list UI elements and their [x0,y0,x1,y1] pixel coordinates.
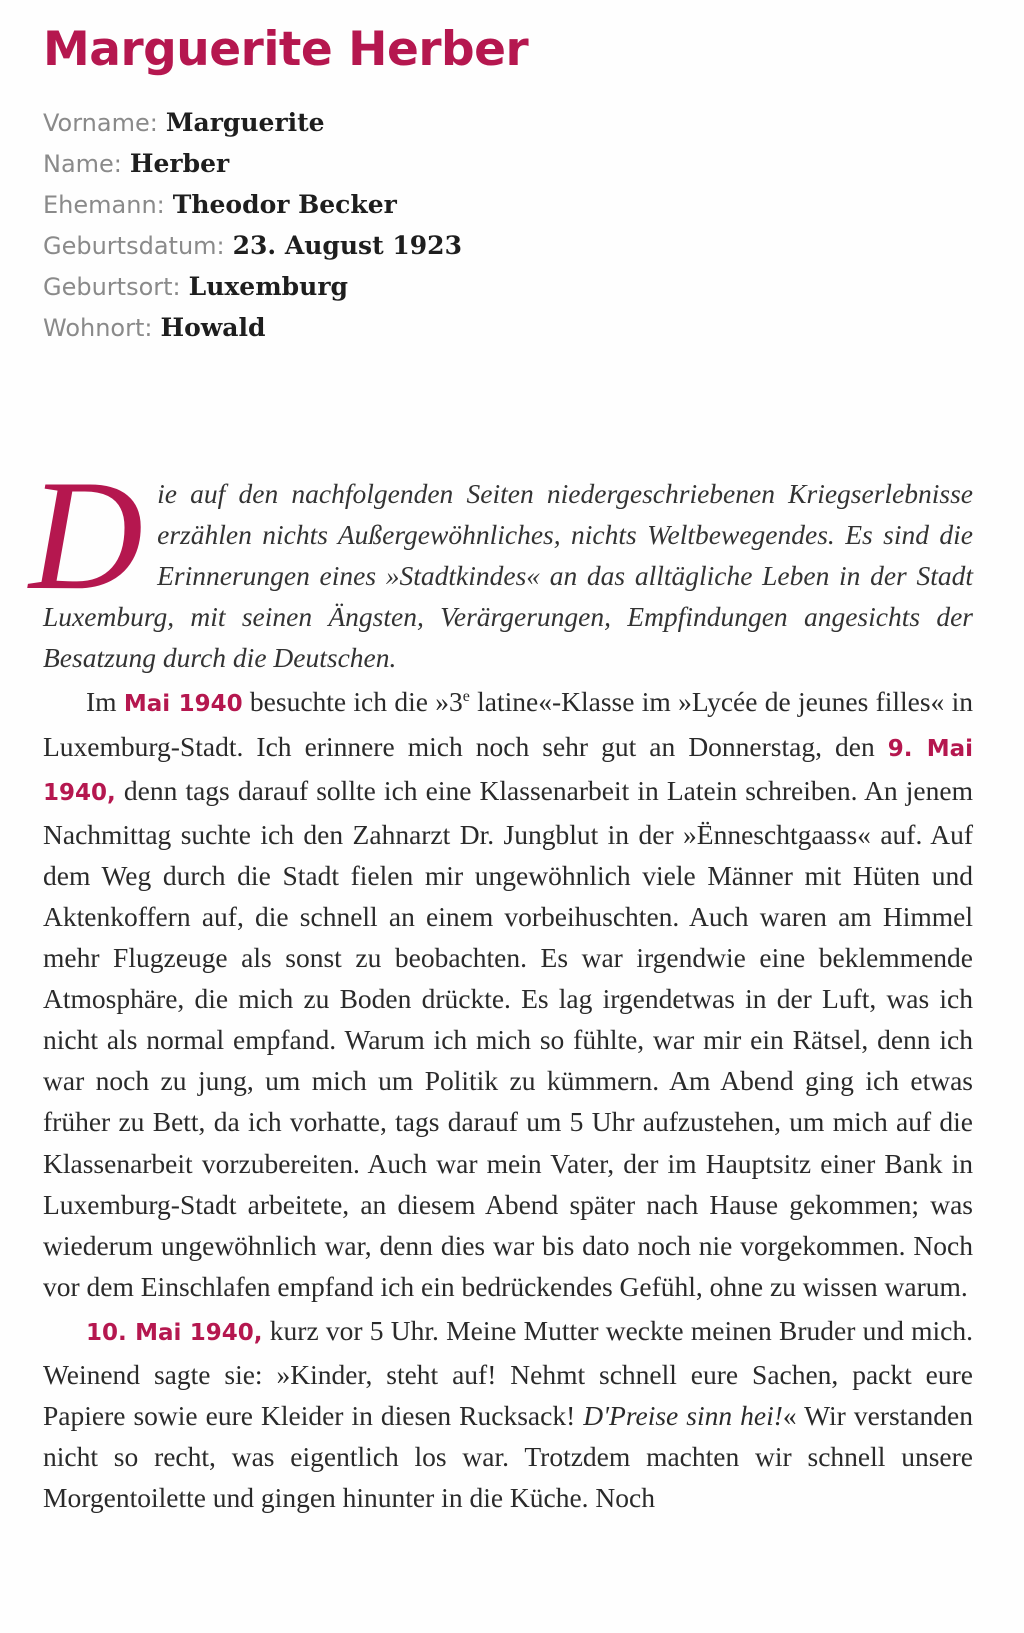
paragraph-text: « Wir verstanden nicht so recht, was eigentlich los war. Trotzdem machten wir schnell unsere Morgentoilette und gingen hinunter in die Küche. Noch [43,1400,973,1514]
fact-value: Howald [160,313,266,342]
fact-label: Geburtsort: [43,273,181,301]
fact-row-birth-date [43,225,743,266]
page-title: Marguerite Herber [43,22,529,77]
paragraph-text: kurz vor 5 Uhr. Meine Mutter weckte meinen Bruder und mich. Weinend sagte sie: »Kinder, steht auf! Nehmt schnell eure Sachen, packt eure Papiere sowie eure Kleider in diesen Rucksack! [43,1314,973,1432]
fact-row-first-name [43,102,743,143]
fact-row-name [43,143,743,184]
fact-label: Wohnort: [43,314,153,342]
fact-label: Ehemann: [43,191,165,219]
fact-label: Geburtsdatum: [43,232,225,260]
fact-value: Herber [129,149,230,178]
fact-value: Luxemburg [188,272,348,301]
article-body [29,448,973,1518]
fact-value: Marguerite [165,108,325,137]
intro-text: ie auf den nachfolgenden Seiten niedergeschriebenen Kriegserlebnisse erzählen nichts Außergewöhnliches, nichts Weltbewegendes. Es sind die Erinnerungen eines »Stadtkindes« an das alltägliche Leben in der Stadt Luxemburg, mit seinen Ängsten, Verärgerungen, Empfindungen angesichts der Besatzung durch die Deutschen. [43,478,973,674]
fact-row-spouse [43,184,743,225]
paragraph-text: Im [86,686,124,718]
paragraph-10-may-1940 [43,1310,973,1518]
fact-label: Vorname: [43,109,158,137]
paragraph-text: besuchte ich die »3 [242,686,463,718]
fact-value: Theodor Becker [172,190,397,219]
fact-row-residence [43,307,743,348]
personal-details [43,102,743,348]
paragraph-text: latine«-Klasse im »Lycée de jeunes filles« in Luxemburg-Stadt. Ich erinnere mich noch sehr gut an Donnerstag, den [43,686,973,762]
fact-row-birth-place [43,266,743,307]
date-highlight: 10. Mai 1940, [86,1319,263,1346]
intro-paragraph [29,448,973,678]
superscript: e [462,688,470,706]
fact-value: 23. August 1923 [232,231,462,260]
fact-label: Name: [43,150,122,178]
paragraph-text: denn tags darauf sollte ich eine Klassenarbeit in Latein schreiben. An jenem Nachmittag suchte ich den Zahnarzt Dr. Jungblut in der »Ënneschtgaass« auf. Auf dem Weg durch die Stadt fielen mir ungewöhnlich viele Männer mit Hüten und Aktenkoffern auf, die schnell an einem vorbeihuschten. Auch waren am Himmel mehr Flugzeuge als sonst zu beobachten. Es war irgendwie eine beklemmende Atmosphäre, die mich zu Boden drückte. Es lag irgendetwas in der Luft, was ich nicht als normal empfand. Warum ich mich so fühlte, war mir ein Rätsel, denn ich war noch zu jung, um mich um Politik zu kümmern. Am Abend ging ich etwas früher zu Bett, da ich vorhatte, tags darauf um 5 Uhr aufzustehen, um mich auf die Klassenarbeit vorzubereiten. Auch war mein Vater, der im Hauptsitz einer Bank in Luxemburg-Stadt arbeitete, an diesem Abend später nach Hause gekommen; was wiederum ungewöhnlich war, denn dies war bis dato noch nie vorgekommen. Noch vor dem Einschlafen empfand ich ein bedrückendes Gefühl, ohne zu wissen warum. [43,774,973,1302]
date-highlight: 9. Mai 1940, [43,735,973,806]
date-highlight: Mai 1940 [123,691,243,718]
paragraph-may-1940 [43,681,973,1306]
quote-italic: D'Preise sinn hei! [583,1400,783,1432]
drop-cap: D [29,448,144,623]
